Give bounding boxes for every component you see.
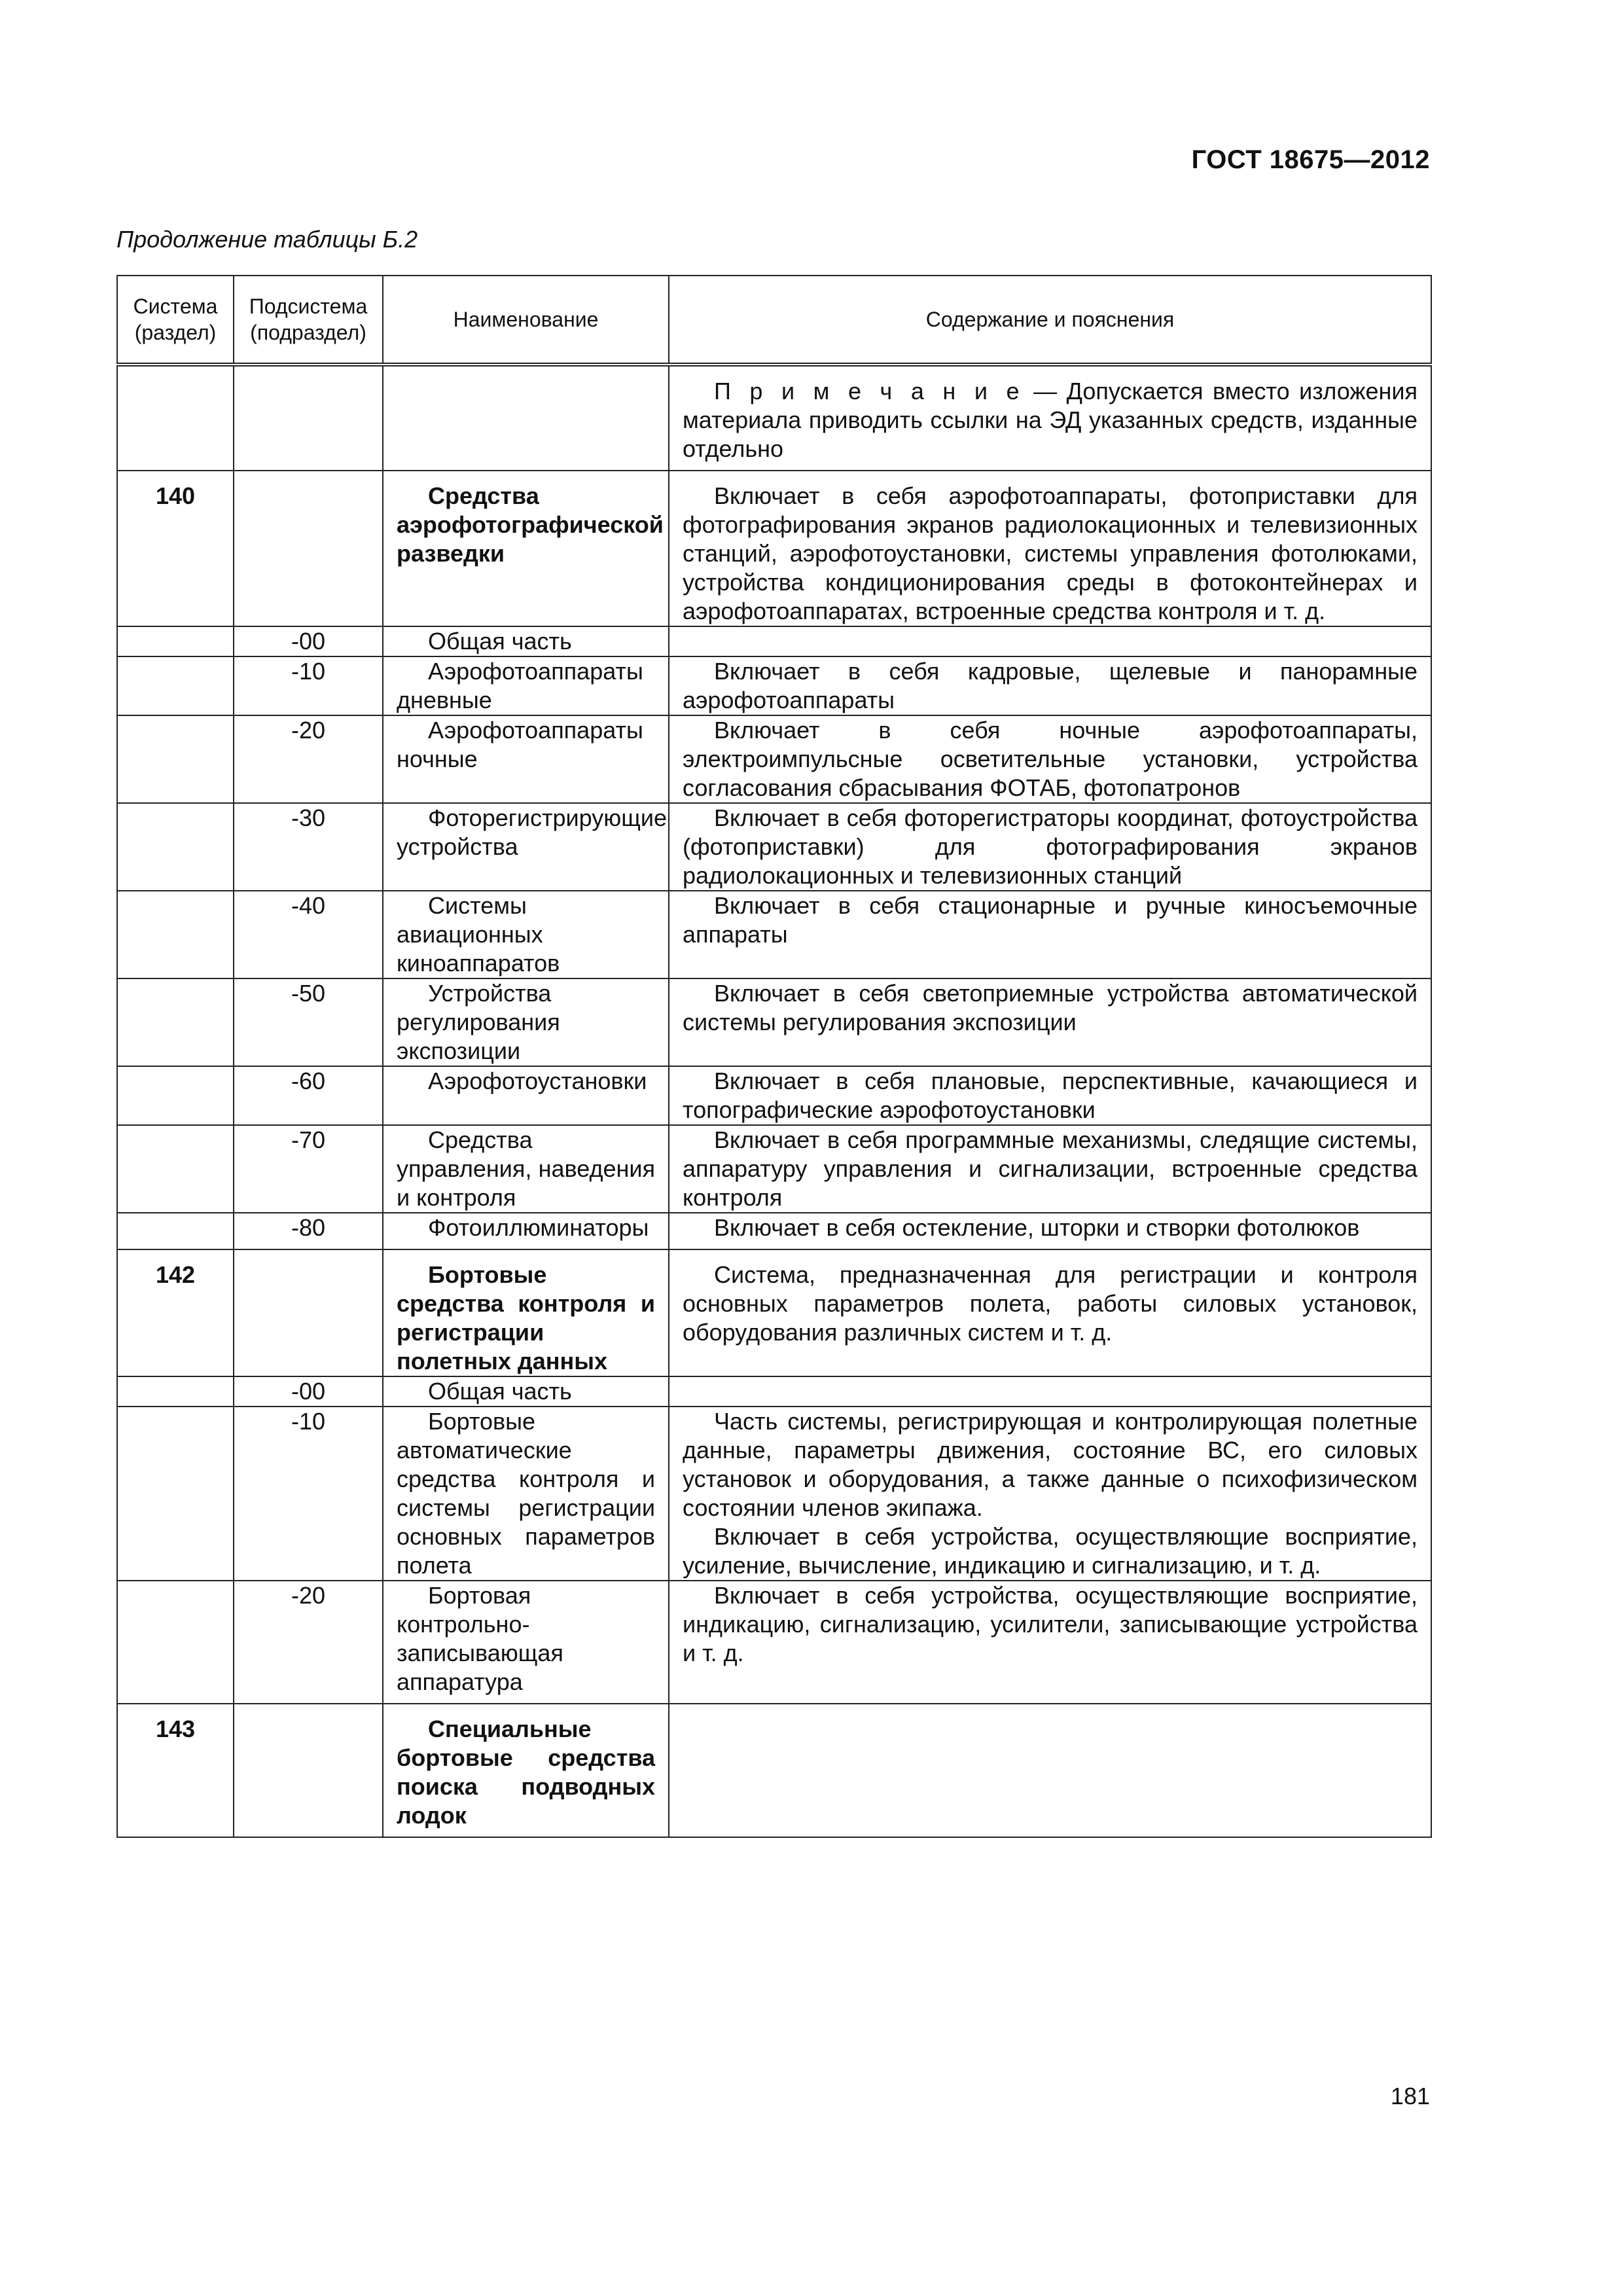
table-row — [117, 891, 1431, 978]
subsystem-code: -40 — [234, 891, 383, 978]
system-content — [669, 1704, 1431, 1837]
subsystem-content: Включает в себя программные механизмы, следящие системы, аппаратуру управления и сигнализации, встроенные средства контроля — [669, 1125, 1431, 1213]
subsystem-content: Включает в себя устройства, осуществляющие восприятие, индикацию, сигнализацию, усилители, записывающие устройства и т. д. — [669, 1581, 1431, 1704]
table-row — [117, 1066, 1431, 1125]
system-code: 140 — [117, 471, 234, 626]
table-row — [117, 803, 1431, 891]
group-142 — [117, 1249, 1431, 1704]
system-title: Средства аэрофотографической разведки — [383, 471, 669, 626]
subsystem-name: Бортовая контрольно-записывающая аппаратура — [383, 1581, 669, 1704]
header-subsystem: Подсистема (подраздел) — [234, 276, 383, 365]
subsystem-name: Общая часть — [383, 1376, 669, 1407]
subsystem-name: Фотоиллюминаторы — [383, 1213, 669, 1249]
subsystem-name: Аэрофотоустановки — [383, 1066, 669, 1125]
table-row — [117, 1213, 1431, 1249]
subsystem-name: Аэрофотоаппараты дневные — [383, 656, 669, 715]
system-title: Бортовые средства контроля и регистрации полетных данных — [383, 1249, 669, 1376]
header-content: Содержание и пояснения — [669, 276, 1431, 365]
header-name: Наименование — [383, 276, 669, 365]
subsystem-name: Бортовые автоматические средства контроля и системы регистрации основных параметров полета — [383, 1407, 669, 1581]
system-code: 143 — [117, 1704, 234, 1837]
subsystem-name: Системы авиационных киноаппаратов — [383, 891, 669, 978]
system-content: Система, предназначенная для регистрации и контроля основных параметров полета, работы силовых установок, оборудования различных систем и т. д. — [669, 1249, 1431, 1376]
system-code: 142 — [117, 1249, 234, 1376]
table-row — [117, 1376, 1431, 1407]
classification-table — [116, 275, 1432, 1838]
table-caption: Продолжение таблицы Б.2 — [116, 226, 418, 253]
table-row — [117, 1125, 1431, 1213]
table-row — [117, 978, 1431, 1066]
note-cell — [669, 365, 1431, 471]
table-row — [117, 656, 1431, 715]
table-row — [117, 715, 1431, 803]
subsystem-name: Средства управления, наведения и контроля — [383, 1125, 669, 1213]
subsystem-name: Общая часть — [383, 626, 669, 656]
subsystem-content: Включает в себя фоторегистраторы координат, фотоустройства (фотоприставки) для фотографирования экранов радиолокационных и телевизионных станций — [669, 803, 1431, 891]
subsystem-code: -20 — [234, 715, 383, 803]
subsystem-content-paragraph: Часть системы, регистрирующая и контролирующая полетные данные, параметры движения, состояние ВС, его силовых установок и оборудования, а также данные о психофизическом состоянии членов экипажа. — [683, 1408, 1418, 1521]
table-row — [117, 471, 1431, 626]
subsystem-content — [669, 626, 1431, 656]
subsystem-name: Фоторегистрирующие устройства — [383, 803, 669, 891]
group-140 — [117, 471, 1431, 1249]
table-header-row — [117, 276, 1431, 365]
subsystem-content — [669, 1376, 1431, 1407]
standard-designation: ГОСТ 18675—2012 — [1191, 145, 1430, 174]
header-system: Система (раздел) — [117, 276, 234, 365]
note-row — [117, 365, 1431, 471]
subsystem-code: -30 — [234, 803, 383, 891]
note-text: — Допускается вместо изложения материала приводить ссылки на ЭД указанных средств, изданные отдельно — [683, 378, 1418, 462]
subsystem-code: -00 — [234, 626, 383, 656]
subsystem-content: Включает в себя стационарные и ручные киносъемочные аппараты — [669, 891, 1431, 978]
subsystem-code: -60 — [234, 1066, 383, 1125]
table-row — [117, 1249, 1431, 1376]
subsystem-content: Включает в себя светоприемные устройства автоматической системы регулирования экспозиции — [669, 978, 1431, 1066]
note-group — [117, 365, 1431, 471]
subsystem-content: Включает в себя плановые, перспективные, качающиеся и топографические аэрофотоустановки — [669, 1066, 1431, 1125]
subsystem-code: -10 — [234, 656, 383, 715]
subsystem-content — [669, 1407, 1431, 1581]
system-content: Включает в себя аэрофотоаппараты, фотоприставки для фотографирования экранов радиолокационных и телевизионных станций, аэрофотоустановки, системы управления фотолюками, устройства кондиционирования среды в фотоконтейнерах и аэрофотоаппаратах, встроенные средства контроля и т. д. — [669, 471, 1431, 626]
subsystem-code: -00 — [234, 1376, 383, 1407]
subsystem-content: Включает в себя кадровые, щелевые и панорамные аэрофотоаппараты — [669, 656, 1431, 715]
subsystem-code: -20 — [234, 1581, 383, 1704]
subsystem-code: -80 — [234, 1213, 383, 1249]
group-143 — [117, 1704, 1431, 1837]
subsystem-content: Включает в себя ночные аэрофотоаппараты, электроимпульсные осветительные установки, устройства согласования сбрасывания ФОТАБ, фотопатронов — [669, 715, 1431, 803]
subsystem-code: -50 — [234, 978, 383, 1066]
table-row — [117, 1704, 1431, 1837]
note-label: П р и м е ч а н и е — [714, 378, 1024, 404]
table-row — [117, 1581, 1431, 1704]
subsystem-content-paragraph: Включает в себя устройства, осуществляющие восприятие, усиление, вычисление, индикацию и сигнализацию, и т. д. — [683, 1523, 1418, 1579]
table-row — [117, 1407, 1431, 1581]
system-title: Специальные бортовые средства поиска подводных лодок — [383, 1704, 669, 1837]
table-row — [117, 626, 1431, 656]
subsystem-content: Включает в себя остекление, шторки и створки фотолюков — [669, 1213, 1431, 1249]
page-number: 181 — [1390, 2083, 1430, 2109]
subsystem-name: Устройства регулирования экспозиции — [383, 978, 669, 1066]
subsystem-name: Аэрофотоаппараты ночные — [383, 715, 669, 803]
subsystem-code: -10 — [234, 1407, 383, 1581]
subsystem-code: -70 — [234, 1125, 383, 1213]
